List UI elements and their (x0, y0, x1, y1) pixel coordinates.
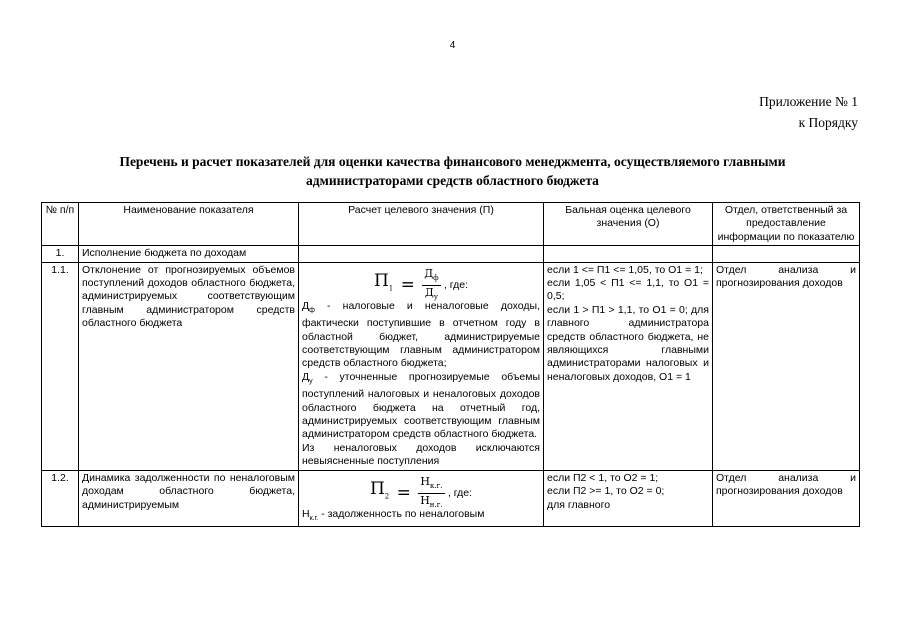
indicator-name: Отклонение от прогнозируемых объемов поступлений доходов областного бюджета, администрируемых соответствующим главным администратором средств областного бюджета (79, 262, 299, 470)
header-dept: Отдел, ответственный за предоставление информации по показателю (713, 203, 860, 246)
appendix-reference (759, 91, 858, 133)
calc-definition-1: $Д_ф$ - налоговые и неналоговые доходы, фактически поступившие в отчетном году в областной бюджет, администрируемые соответствующим главным администратором средств областного бюджета; (302, 299, 540, 370)
formula-denominator: $Н_{н.г.}$ (420, 493, 443, 510)
calc-cell (299, 470, 544, 527)
score-line-2: если 1,05 < П1 <= 1,1, то О1 = 0,5; (547, 277, 709, 303)
row-num: 1.2. (42, 470, 79, 527)
header-calc: Расчет целевого значения (П) (299, 203, 544, 246)
appendix-line-2: к Порядку (798, 115, 858, 130)
score-line-3: для главного (547, 498, 611, 511)
score-line-1: если 1 <= П1 <= 1,05, то О1 = 1; (547, 263, 703, 276)
document-title (40, 152, 865, 190)
header-num: № п/п (42, 203, 79, 246)
section-name: Исполнение бюджета по доходам (79, 246, 299, 262)
formula-fraction (422, 267, 440, 304)
document-title-line-1: Перечень и расчет показателей для оценки качества финансового менеджмента, осуществляемого главными (119, 154, 786, 169)
formula-lhs: $П_1$ (373, 270, 394, 293)
responsible-dept: Отдел анализа и прогнозирования доходов (713, 470, 860, 527)
section-empty-calc (299, 246, 544, 262)
table-row (42, 470, 860, 527)
formula-denominator: $Д_у$ (424, 285, 438, 301)
calc-definition-2: $Д_у$ - уточненные прогнозируемые объемы поступлений налоговых и неналоговых доходов областного бюджета на отчетный год, администрируемых соответствующим главным администратором средств областного бюджета. (302, 370, 540, 441)
section-empty-score (544, 246, 713, 262)
score-line-2: если П2 >= 1, то О2 = 0; (547, 485, 665, 498)
formula-lhs: $П_2$ (369, 478, 390, 501)
formula-numerator: $Д_ф$ (422, 267, 440, 286)
calc-note: Из неналоговых доходов исключаются невыясненные поступления (302, 441, 540, 468)
formula-numerator: $Н_{к.г.}$ (418, 475, 444, 494)
score-cell (544, 262, 713, 470)
formula: $П_2$ = $\frac{Н_{к.г.}}{Н_{н.г.}}$ , где: (302, 475, 540, 506)
header-score: Бальная оценка целевого значения (О) (544, 203, 713, 246)
formula-fraction (418, 475, 444, 512)
score-line-1: если П2 < 1, то О2 = 1; (547, 471, 659, 484)
appendix-line-1: Приложение № 1 (759, 94, 858, 109)
indicator-name: Динамика задолженности по неналоговым доходам областного бюджета, администрируемым (79, 470, 299, 527)
indicators-table (41, 202, 860, 527)
header-row (42, 203, 860, 246)
formula-tail: , где: (443, 278, 469, 291)
section-row (42, 246, 860, 262)
row-num: 1.1. (42, 262, 79, 470)
section-num: 1. (42, 246, 79, 262)
formula: $П_1$ = $\frac{Д_ф}{Д_у}$ , где: (302, 267, 540, 298)
section-empty-dept (713, 246, 860, 262)
page-number: 4 (449, 40, 456, 51)
header-name: Наименование показателя (79, 203, 299, 246)
calc-cell (299, 262, 544, 470)
calc-definition-1: $Н_{к.г.}$ - задолженность по неналоговым (302, 507, 485, 522)
responsible-dept: Отдел анализа и прогнозирования доходов (713, 262, 860, 470)
score-line-3: если 1 > П1 > 1,1, то О1 = 0; для главного администратора средств областного бюджета, не являющихся главными администраторами налоговых и неналоговых доходов, О1 = 1 (547, 303, 709, 383)
score-cell (544, 470, 713, 527)
table-row (42, 262, 860, 470)
formula-tail: , где: (447, 486, 473, 499)
document-title-line-2: администраторами средств областного бюджета (306, 173, 599, 188)
